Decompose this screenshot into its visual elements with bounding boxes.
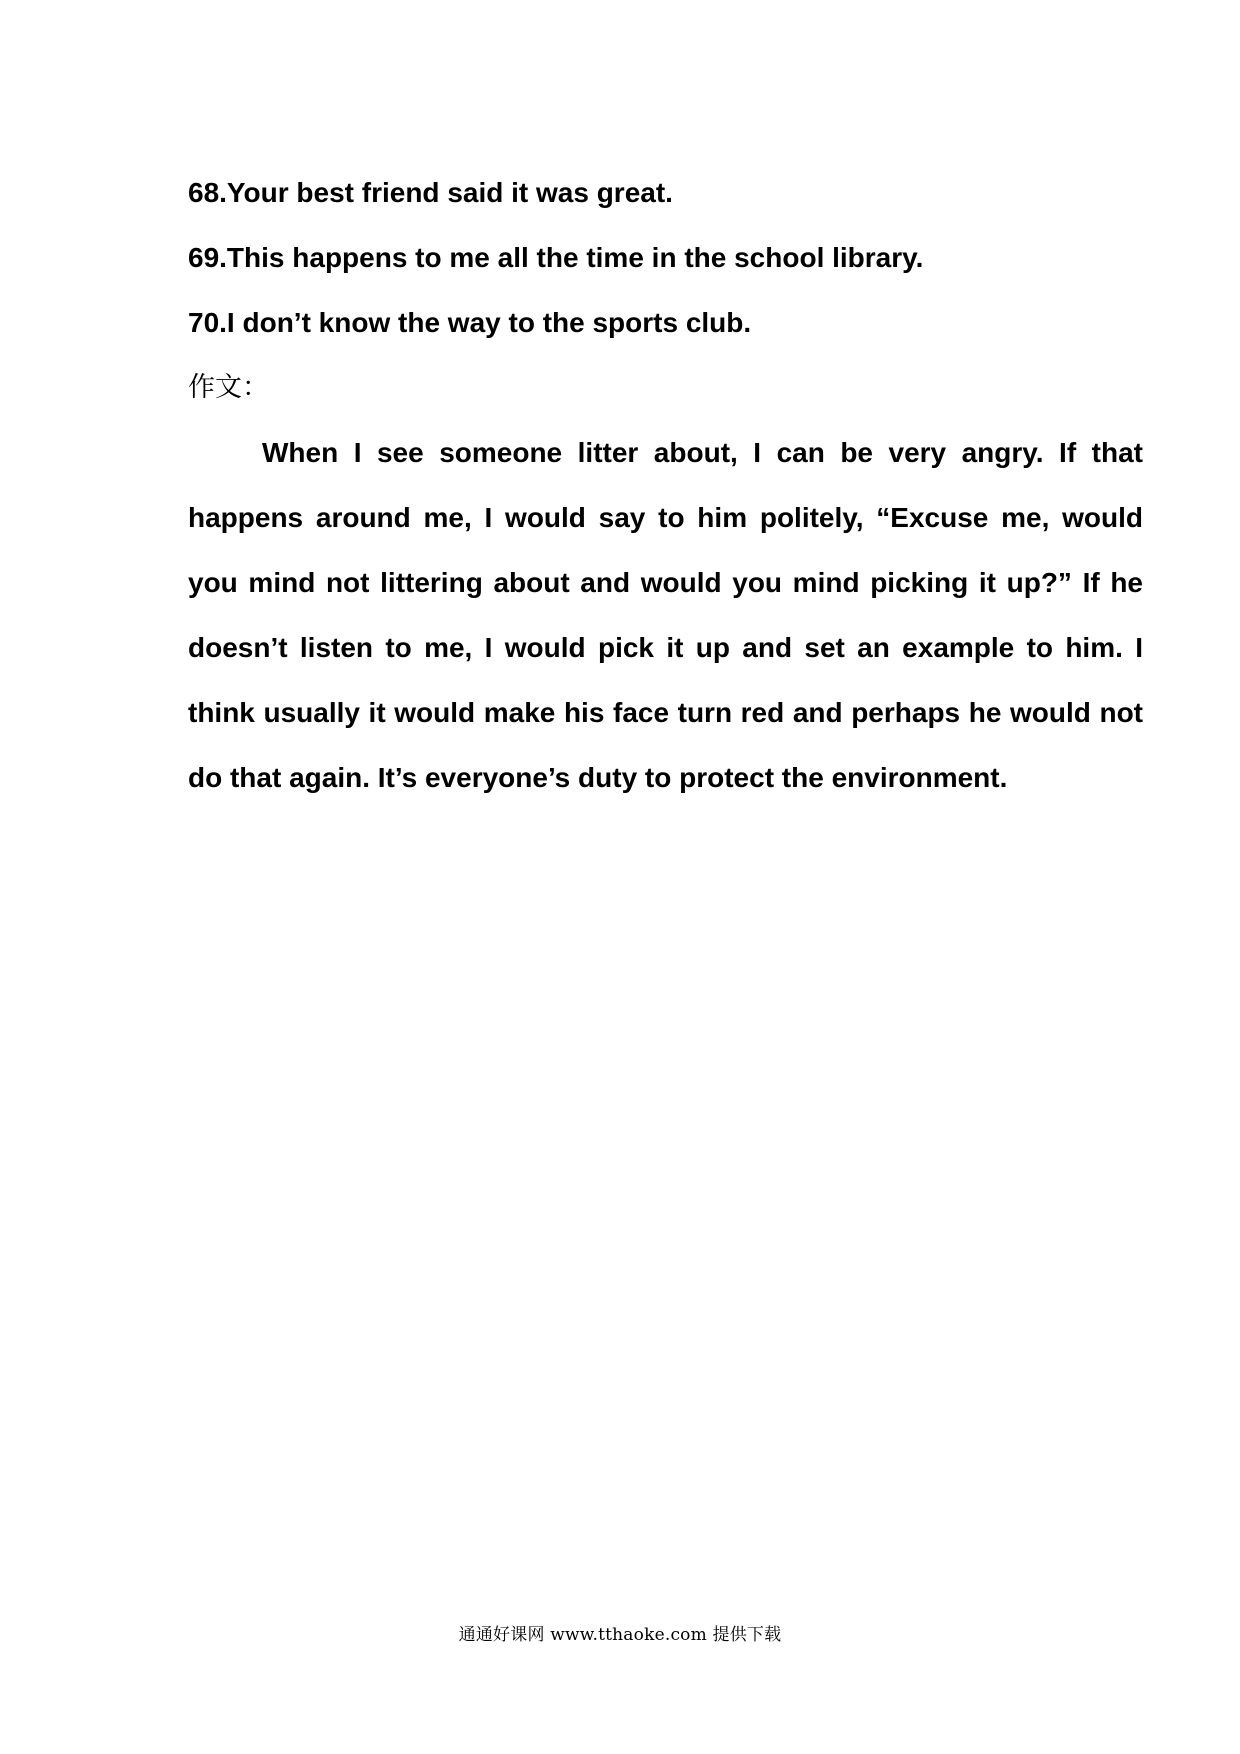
essay-heading: 作文： (188, 372, 269, 403)
footer-source: 通通好课网 www.tthaoke.com 提供下载 (458, 1625, 782, 1645)
answer-68: 68.Your best friend said it was great. (188, 177, 673, 208)
answer-70: 70.I don’t know the way to the sports club. (188, 307, 752, 338)
answer-69: 69.This happens to me all the time in the school library. (188, 242, 924, 273)
answer-content (188, 160, 1143, 810)
essay-body: When I see someone litter about, I can be very angry. If that happens around me, I would say to him politely, “Excuse me, would you mind not littering about and would you mind picking it up?” If he doesn’t listen to me, I would pick it up and set an example to him. I think usually it would make his face turn red and perhaps he would not do that again. It’s everyone’s duty to protect the environment. (188, 437, 1143, 793)
